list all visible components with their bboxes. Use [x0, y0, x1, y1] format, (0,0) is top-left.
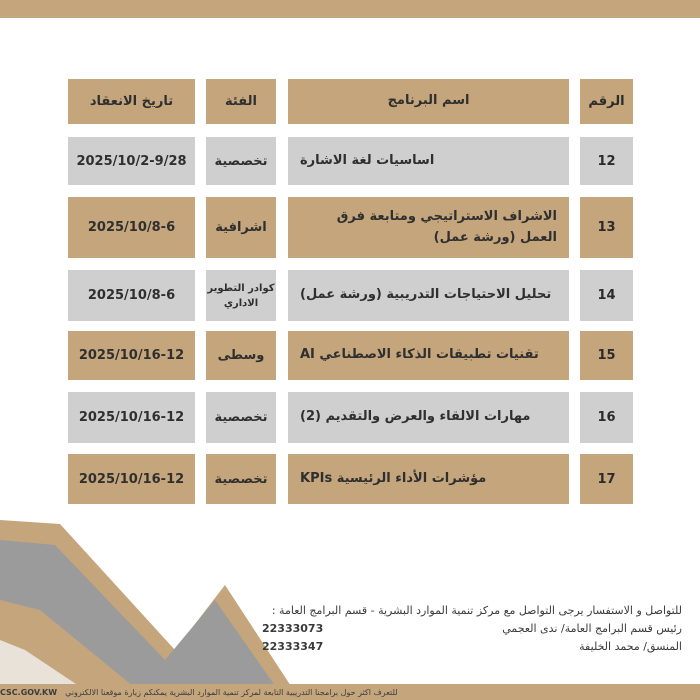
row-program: الاشراف الاستراتيجي ومتابعة فرق العمل (ورشة عمل) — [288, 197, 569, 258]
row-date: 2025/10/16-12 — [68, 454, 195, 504]
row-category: اشرافية — [206, 197, 276, 258]
contact-footer — [262, 602, 682, 655]
row-program: تحليل الاحتياجات التدريبية (ورشة عمل) — [288, 270, 569, 321]
bottom-strip — [0, 684, 700, 700]
row-program: مهارات الالقاء والعرض والتقديم (2) — [288, 392, 569, 443]
head-phone: 22333073 — [262, 621, 324, 635]
row-number: 15 — [580, 331, 633, 380]
coordinator-phone: 22333347 — [262, 639, 324, 653]
row-category: كوادر التطوير الاداري — [206, 270, 276, 321]
row-program: مؤشرات الأداء الرئيسية KPIs — [288, 454, 569, 504]
row-category: وسطى — [206, 331, 276, 380]
row-date: 2025/10/16-12 — [68, 392, 195, 443]
coordinator-label: المنسق/ محمد الخليفة — [579, 639, 682, 653]
header-number: الرقم — [580, 79, 633, 124]
row-category: تخصصية — [206, 392, 276, 443]
contact-intro: للتواصل و الاستفسار يرجى التواصل مع مركز تنمية الموارد البشرية - قسم البرامج العامة : — [271, 604, 682, 617]
row-number: 12 — [580, 137, 633, 185]
row-program: اساسيات لغة الاشارة — [288, 137, 569, 185]
row-date: 2025/10/8-6 — [68, 270, 195, 321]
website-link[interactable]: CSC.GOV.KW — [0, 687, 58, 697]
row-category: تخصصية — [206, 137, 276, 185]
row-number: 13 — [580, 197, 633, 258]
row-date: 2025/10/16-12 — [68, 331, 195, 380]
head-label: رئيس قسم البرامج العامة/ ندى العجمي — [502, 621, 682, 635]
row-date: 2025/10/2-9/28 — [68, 137, 195, 185]
header-program: اسم البرنامج — [288, 79, 569, 124]
row-number: 14 — [580, 270, 633, 321]
row-date: 2025/10/8-6 — [68, 197, 195, 258]
header-date: تاريخ الانعقاد — [68, 79, 195, 124]
row-program: تقنيات تطبيقات الذكاء الاصطناعي AI — [288, 331, 569, 380]
header-category: الفئة — [206, 79, 276, 124]
bottom-text: للتعرف اكثر حول برامجنا التدريبية التابعة لمركز تنمية الموارد البشرية يمكنكم زيارة موقعنا الالكتروني — [65, 687, 398, 697]
row-number: 16 — [580, 392, 633, 443]
row-category: تخصصية — [206, 454, 276, 504]
row-number: 17 — [580, 454, 633, 504]
